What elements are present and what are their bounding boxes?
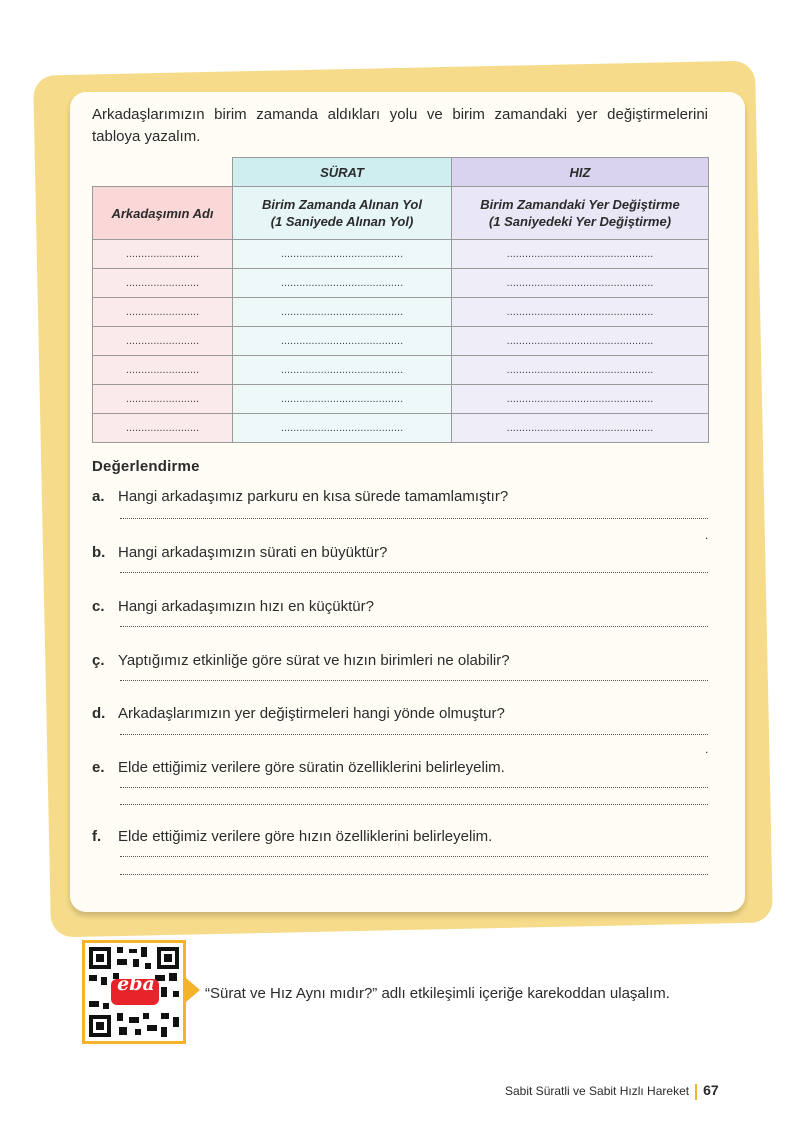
header-displacement: Birim Zamandaki Yer Değiştirme (1 Saniyedeki Yer Değiştirme) — [452, 187, 709, 240]
distance-cell[interactable]: ........................................ — [233, 298, 452, 327]
displacement-cell[interactable]: ................................................ — [452, 385, 709, 414]
question-d: d. Arkadaşlarımızın yer değiştirmeleri hangi yönde olmuştur? — [92, 705, 505, 722]
eba-logo: eba — [117, 973, 155, 995]
distance-cell[interactable]: ........................................ — [233, 240, 452, 269]
distance-cell[interactable]: ........................................ — [233, 269, 452, 298]
name-cell[interactable]: ........................ — [93, 414, 233, 443]
qr-caption: “Sürat ve Hız Aynı mıdır?” adlı etkileşimli içeriğe karekoddan ulaşalım. — [205, 985, 670, 1002]
answer-line[interactable] — [120, 874, 708, 875]
data-table — [92, 157, 709, 443]
question-c: c. Hangi arkadaşımızın hızı en küçüktür? — [92, 598, 374, 615]
page-footer — [505, 1082, 719, 1100]
arrow-icon — [186, 978, 200, 1002]
answer-line[interactable] — [120, 626, 708, 627]
name-cell[interactable]: ........................ — [93, 385, 233, 414]
header-surat: SÜRAT — [233, 158, 452, 187]
header-hiz: HIZ — [452, 158, 709, 187]
question-f: f. Elde ettiğimiz verilere göre hızın özelliklerini belirleyelim. — [92, 828, 493, 845]
answer-line[interactable] — [120, 787, 708, 788]
table-row — [93, 327, 709, 356]
stray-dot: . — [705, 742, 709, 756]
header-name: Arkadaşımın Adı — [93, 187, 233, 240]
displacement-cell[interactable]: ................................................ — [452, 414, 709, 443]
answer-line[interactable] — [120, 804, 708, 805]
answer-line[interactable] — [120, 680, 708, 681]
footer-divider — [695, 1084, 697, 1100]
distance-cell[interactable]: ........................................ — [233, 385, 452, 414]
name-cell[interactable]: ........................ — [93, 327, 233, 356]
displacement-cell[interactable]: ................................................ — [452, 240, 709, 269]
table-row — [93, 298, 709, 327]
footer-section: Sabit Süratli ve Sabit Hızlı Hareket — [505, 1084, 690, 1098]
distance-cell[interactable]: ........................................ — [233, 414, 452, 443]
header-distance: Birim Zamanda Alınan Yol (1 Saniyede Alınan Yol) — [233, 187, 452, 240]
displacement-cell[interactable]: ................................................ — [452, 269, 709, 298]
question-b: b. Hangi arkadaşımızın sürati en büyüktür? — [92, 544, 388, 561]
distance-cell[interactable]: ........................................ — [233, 356, 452, 385]
qr-code[interactable] — [82, 940, 186, 1044]
table-row — [93, 385, 709, 414]
table-row — [93, 269, 709, 298]
page-number: 67 — [703, 1082, 719, 1098]
answer-line[interactable] — [120, 572, 708, 573]
intro-text: Arkadaşlarımızın birim zamanda aldıkları yolu ve birim zamandaki yer değiştirmelerini tabloya yazalım. — [92, 106, 708, 145]
name-cell[interactable]: ........................ — [93, 298, 233, 327]
question-e: e. Elde ettiğimiz verilere göre süratin özelliklerini belirleyelim. — [92, 759, 505, 776]
stray-dot: . — [705, 528, 709, 542]
table-row — [93, 414, 709, 443]
answer-line[interactable] — [120, 734, 708, 735]
displacement-cell[interactable]: ................................................ — [452, 327, 709, 356]
answer-line[interactable] — [120, 518, 708, 519]
name-cell[interactable]: ........................ — [93, 356, 233, 385]
question-c-cedilla: ç. Yaptığımız etkinliğe göre sürat ve hızın birimleri ne olabilir? — [92, 652, 510, 669]
name-cell[interactable]: ........................ — [93, 240, 233, 269]
table-row — [93, 240, 709, 269]
distance-cell[interactable]: ........................................ — [233, 327, 452, 356]
displacement-cell[interactable]: ................................................ — [452, 298, 709, 327]
displacement-cell[interactable]: ................................................ — [452, 356, 709, 385]
answer-line[interactable] — [120, 856, 708, 857]
name-cell[interactable]: ........................ — [93, 269, 233, 298]
evaluation-title: Değerlendirme — [92, 458, 200, 475]
table-row — [93, 356, 709, 385]
question-a: a. Hangi arkadaşımız parkuru en kısa sürede tamamlamıştır? — [92, 488, 509, 505]
